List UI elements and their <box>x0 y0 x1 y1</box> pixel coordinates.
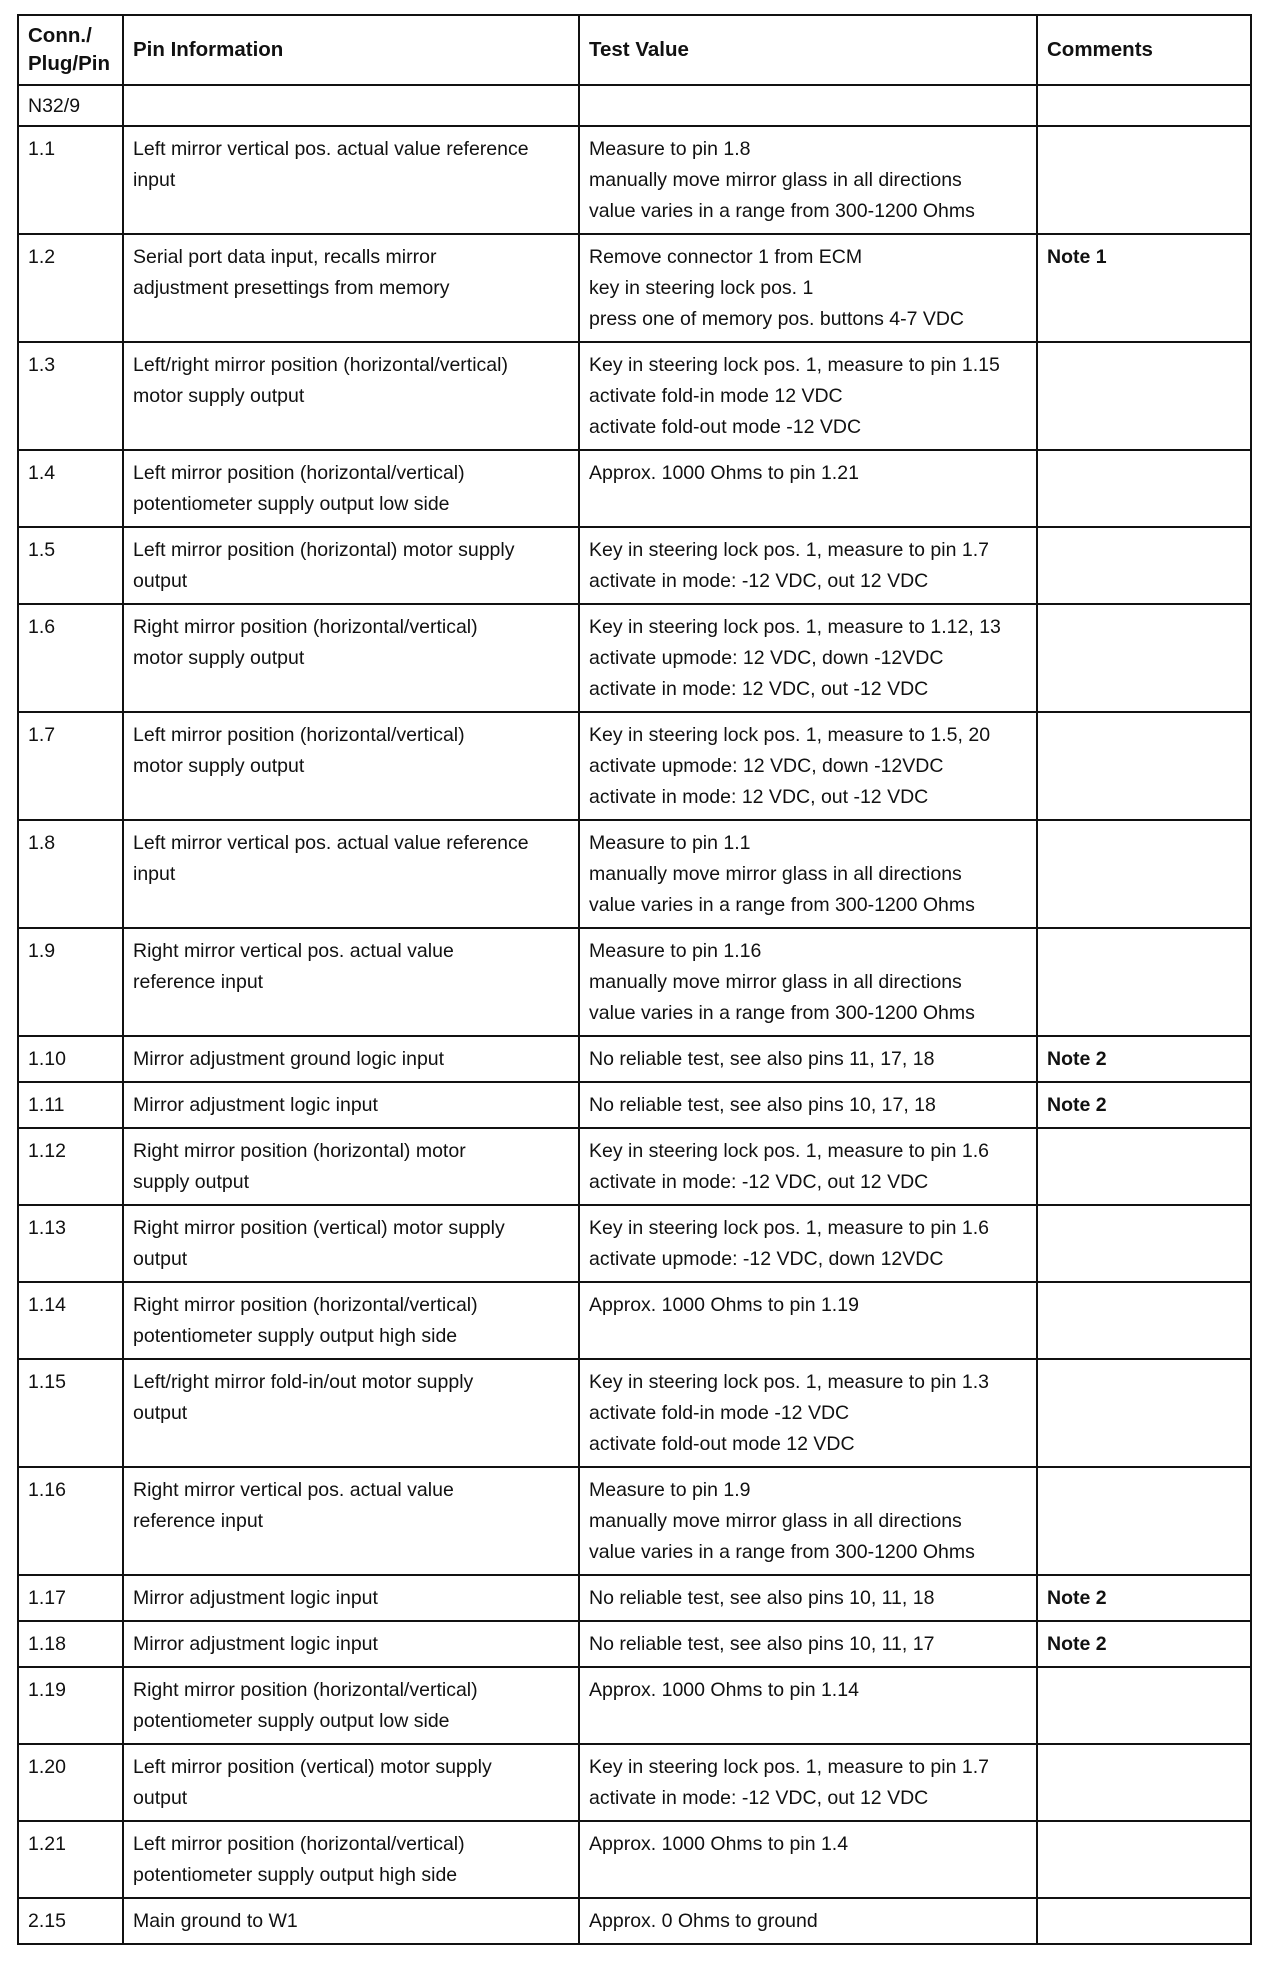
comment-cell: Note 2 <box>1037 1621 1251 1667</box>
comment-cell <box>1037 1821 1251 1898</box>
comment-cell <box>1037 604 1251 712</box>
test-value-cell: Measure to pin 1.1 manually move mirror glass in all directions value varies in a range from 300-1200 Ohms <box>579 820 1037 928</box>
pin-cell: 1.2 <box>18 234 123 342</box>
test-value-cell: Remove connector 1 from ECM key in steering lock pos. 1 press one of memory pos. buttons 4-7 VDC <box>579 234 1037 342</box>
comment-cell <box>1037 1128 1251 1205</box>
pin-information-cell: Left/right mirror position (horizontal/vertical) motor supply output <box>123 342 579 450</box>
comment-cell <box>1037 450 1251 527</box>
pin-cell: 1.11 <box>18 1082 123 1128</box>
table-row <box>18 1082 1251 1128</box>
pin-information-cell: Right mirror vertical pos. actual value reference input <box>123 928 579 1036</box>
pin-cell: 1.3 <box>18 342 123 450</box>
pin-cell: 1.20 <box>18 1744 123 1821</box>
test-value-cell: No reliable test, see also pins 11, 17, 18 <box>579 1036 1037 1082</box>
table-row <box>18 1128 1251 1205</box>
pin-information-cell: Right mirror position (vertical) motor supply output <box>123 1205 579 1282</box>
comment-cell <box>1037 342 1251 450</box>
header-conn-plug-pin: Conn./ Plug/Pin <box>18 15 123 85</box>
test-value-cell: Approx. 1000 Ohms to pin 1.4 <box>579 1821 1037 1898</box>
test-value-cell: Approx. 0 Ohms to ground <box>579 1898 1037 1944</box>
pin-cell: 1.7 <box>18 712 123 820</box>
pin-information-cell: Mirror adjustment logic input <box>123 1575 579 1621</box>
comment-cell <box>1037 126 1251 234</box>
pin-information-cell: Right mirror position (horizontal/vertical) potentiometer supply output high side <box>123 1282 579 1359</box>
section-label: N32/9 <box>18 85 123 126</box>
test-value-cell: No reliable test, see also pins 10, 11, 17 <box>579 1621 1037 1667</box>
comment-cell <box>1037 1282 1251 1359</box>
test-value-cell: Approx. 1000 Ohms to pin 1.19 <box>579 1282 1037 1359</box>
pin-information-cell: Mirror adjustment logic input <box>123 1621 579 1667</box>
table-row <box>18 1359 1251 1467</box>
pin-information-cell: Left mirror position (horizontal) motor supply output <box>123 527 579 604</box>
test-value-cell: Key in steering lock pos. 1, measure to pin 1.7 activate in mode: -12 VDC, out 12 VDC <box>579 1744 1037 1821</box>
header-comments: Comments <box>1037 15 1251 85</box>
comment-cell <box>1037 820 1251 928</box>
table-row <box>18 1898 1251 1944</box>
table-row <box>18 1205 1251 1282</box>
pin-cell: 1.1 <box>18 126 123 234</box>
pin-information-cell: Serial port data input, recalls mirror adjustment presettings from memory <box>123 234 579 342</box>
test-value-cell: No reliable test, see also pins 10, 11, 18 <box>579 1575 1037 1621</box>
header-row <box>18 15 1251 85</box>
pin-information-cell: Right mirror position (horizontal/vertical) potentiometer supply output low side <box>123 1667 579 1744</box>
pin-information-cell: Left mirror position (vertical) motor supply output <box>123 1744 579 1821</box>
pin-information-cell: Mirror adjustment ground logic input <box>123 1036 579 1082</box>
pin-cell: 1.15 <box>18 1359 123 1467</box>
pin-cell: 1.10 <box>18 1036 123 1082</box>
pin-cell: 1.8 <box>18 820 123 928</box>
pin-cell: 1.5 <box>18 527 123 604</box>
table-row <box>18 1282 1251 1359</box>
test-value-cell: Approx. 1000 Ohms to pin 1.21 <box>579 450 1037 527</box>
comment-cell: Note 2 <box>1037 1575 1251 1621</box>
test-value-cell: Key in steering lock pos. 1, measure to pin 1.6 activate upmode: -12 VDC, down 12VDC <box>579 1205 1037 1282</box>
pin-assignment-table <box>17 14 1252 1945</box>
test-value-cell: Key in steering lock pos. 1, measure to pin 1.7 activate in mode: -12 VDC, out 12 VDC <box>579 527 1037 604</box>
table-row <box>18 527 1251 604</box>
comment-cell <box>1037 1205 1251 1282</box>
pin-cell: 1.14 <box>18 1282 123 1359</box>
header-pin-information: Pin Information <box>123 15 579 85</box>
comment-cell <box>1037 928 1251 1036</box>
table-row <box>18 1821 1251 1898</box>
comment-cell <box>1037 1467 1251 1575</box>
section-empty-cell <box>579 85 1037 126</box>
pin-information-cell: Left mirror vertical pos. actual value reference input <box>123 820 579 928</box>
comment-cell: Note 1 <box>1037 234 1251 342</box>
pin-cell: 1.6 <box>18 604 123 712</box>
test-value-cell: Key in steering lock pos. 1, measure to 1.12, 13 activate upmode: 12 VDC, down -12VDC activate in mode: 12 VDC, out -12 VDC <box>579 604 1037 712</box>
comment-cell: Note 2 <box>1037 1082 1251 1128</box>
pin-information-cell: Left mirror position (horizontal/vertical) potentiometer supply output high side <box>123 1821 579 1898</box>
pin-cell: 1.4 <box>18 450 123 527</box>
table-row <box>18 126 1251 234</box>
comment-cell <box>1037 1667 1251 1744</box>
test-value-cell: Measure to pin 1.9 manually move mirror glass in all directions value varies in a range from 300-1200 Ohms <box>579 1467 1037 1575</box>
pin-cell: 1.17 <box>18 1575 123 1621</box>
test-value-cell: Measure to pin 1.16 manually move mirror glass in all directions value varies in a range from 300-1200 Ohms <box>579 928 1037 1036</box>
comment-cell <box>1037 1898 1251 1944</box>
test-value-cell: Key in steering lock pos. 1, measure to 1.5, 20 activate upmode: 12 VDC, down -12VDC activate in mode: 12 VDC, out -12 VDC <box>579 712 1037 820</box>
table-row <box>18 712 1251 820</box>
test-value-cell: Key in steering lock pos. 1, measure to pin 1.6 activate in mode: -12 VDC, out 12 VDC <box>579 1128 1037 1205</box>
test-value-cell: No reliable test, see also pins 10, 17, 18 <box>579 1082 1037 1128</box>
section-empty-cell <box>123 85 579 126</box>
comment-cell: Note 2 <box>1037 1036 1251 1082</box>
table-row <box>18 1667 1251 1744</box>
pin-information-cell: Left mirror position (horizontal/vertical) potentiometer supply output low side <box>123 450 579 527</box>
pin-cell: 1.19 <box>18 1667 123 1744</box>
table-row <box>18 604 1251 712</box>
pin-information-cell: Left/right mirror fold-in/out motor supply output <box>123 1359 579 1467</box>
table-row <box>18 1744 1251 1821</box>
pin-cell: 1.12 <box>18 1128 123 1205</box>
pin-cell: 1.13 <box>18 1205 123 1282</box>
pin-information-cell: Left mirror vertical pos. actual value reference input <box>123 126 579 234</box>
pin-cell: 1.9 <box>18 928 123 1036</box>
table-row <box>18 820 1251 928</box>
comment-cell <box>1037 1359 1251 1467</box>
comment-cell <box>1037 527 1251 604</box>
test-value-cell: Key in steering lock pos. 1, measure to pin 1.3 activate fold-in mode -12 VDC activate fold-out mode 12 VDC <box>579 1359 1037 1467</box>
pin-information-cell: Mirror adjustment logic input <box>123 1082 579 1128</box>
pin-information-cell: Left mirror position (horizontal/vertical) motor supply output <box>123 712 579 820</box>
table-row <box>18 234 1251 342</box>
table-row <box>18 1575 1251 1621</box>
table-row <box>18 450 1251 527</box>
comment-cell <box>1037 712 1251 820</box>
table-row <box>18 342 1251 450</box>
section-row <box>18 85 1251 126</box>
pin-cell: 1.16 <box>18 1467 123 1575</box>
table-row <box>18 1621 1251 1667</box>
test-value-cell: Approx. 1000 Ohms to pin 1.14 <box>579 1667 1037 1744</box>
table-row <box>18 1467 1251 1575</box>
comment-cell <box>1037 1744 1251 1821</box>
pin-cell: 1.18 <box>18 1621 123 1667</box>
table-row <box>18 1036 1251 1082</box>
pin-information-cell: Right mirror position (horizontal) motor supply output <box>123 1128 579 1205</box>
pin-information-cell: Right mirror position (horizontal/vertical) motor supply output <box>123 604 579 712</box>
pin-cell: 2.15 <box>18 1898 123 1944</box>
header-test-value: Test Value <box>579 15 1037 85</box>
section-empty-cell <box>1037 85 1251 126</box>
pin-cell: 1.21 <box>18 1821 123 1898</box>
test-value-cell: Measure to pin 1.8 manually move mirror glass in all directions value varies in a range from 300-1200 Ohms <box>579 126 1037 234</box>
test-value-cell: Key in steering lock pos. 1, measure to pin 1.15 activate fold-in mode 12 VDC activate fold-out mode -12 VDC <box>579 342 1037 450</box>
pin-information-cell: Right mirror vertical pos. actual value reference input <box>123 1467 579 1575</box>
pin-information-cell: Main ground to W1 <box>123 1898 579 1944</box>
table-row <box>18 928 1251 1036</box>
